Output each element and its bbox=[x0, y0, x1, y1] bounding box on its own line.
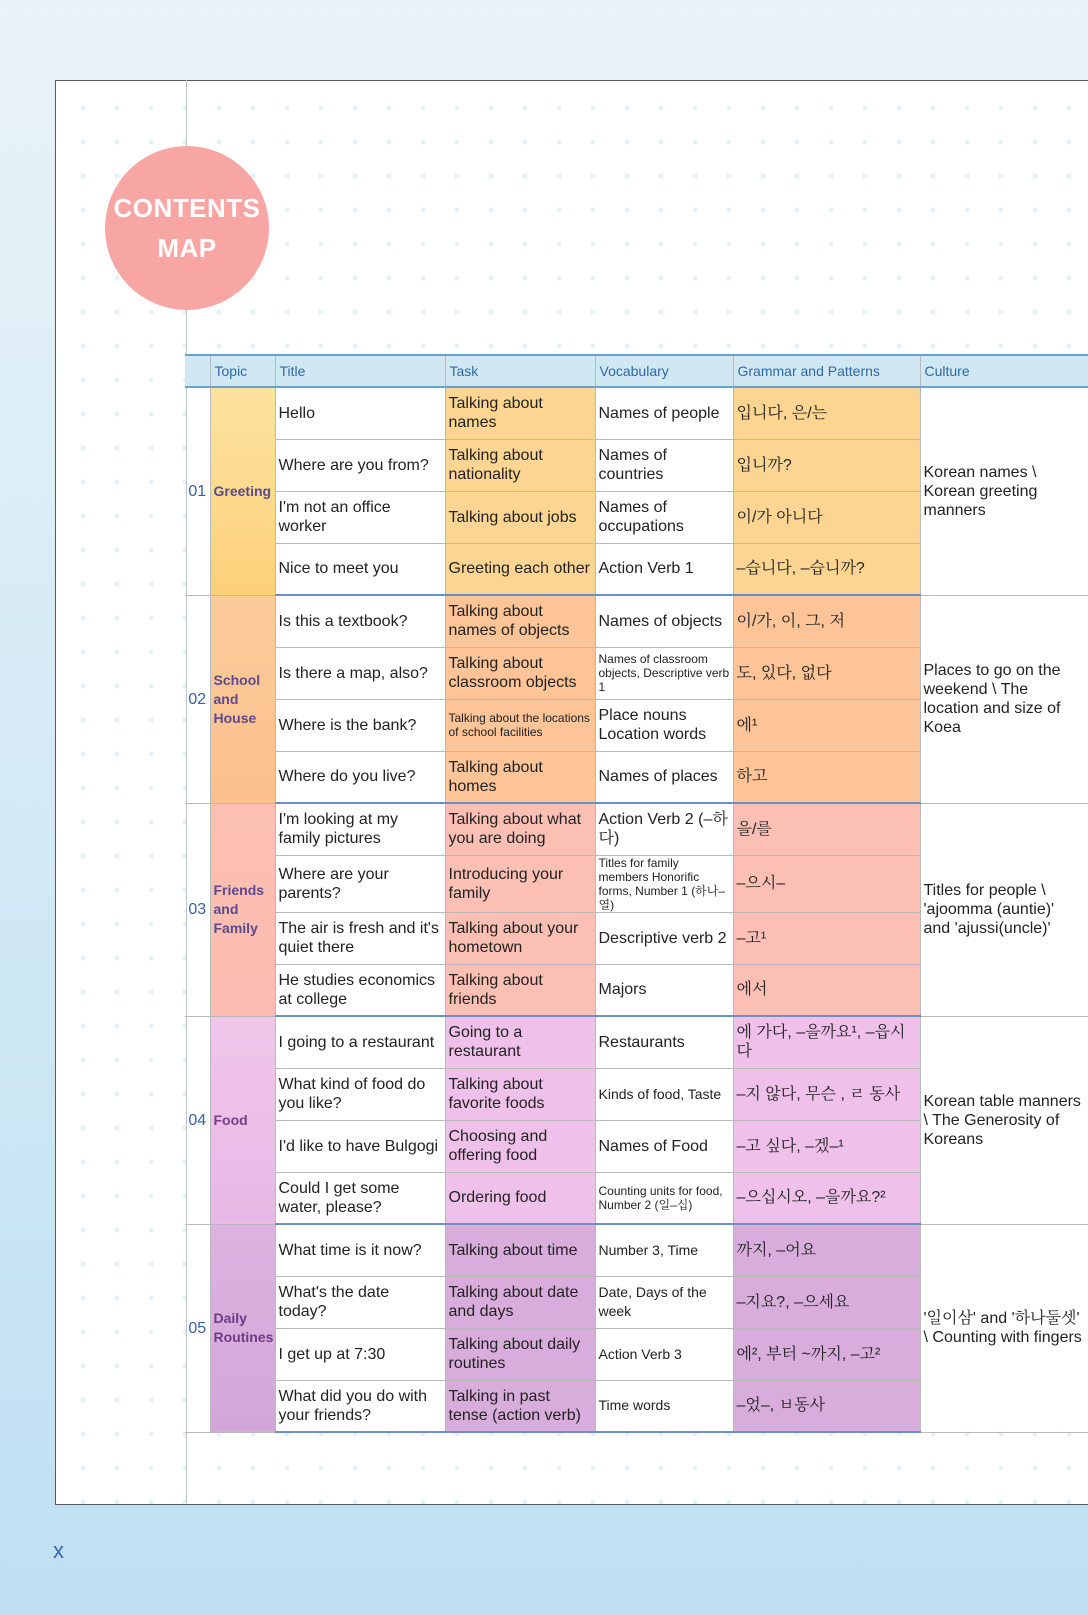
header-title: Title bbox=[275, 355, 445, 387]
lesson-grammar: 을/를 bbox=[733, 803, 920, 855]
lesson-task: Talking about favorite foods bbox=[445, 1068, 595, 1120]
lesson-task: Talking about names of objects bbox=[445, 595, 595, 647]
lesson-row bbox=[185, 595, 1088, 647]
unit-number: 03 bbox=[185, 803, 210, 1016]
lesson-title: Nice to meet you bbox=[275, 543, 445, 595]
lesson-task: Talking about nationality bbox=[445, 439, 595, 491]
lesson-vocabulary: Action Verb 2 (–하다) bbox=[595, 803, 733, 855]
lesson-vocabulary: Restaurants bbox=[595, 1016, 733, 1068]
lesson-vocabulary: Descriptive verb 2 bbox=[595, 912, 733, 964]
lesson-vocabulary: Number 3, Time bbox=[595, 1224, 733, 1276]
lesson-grammar: 에¹ bbox=[733, 699, 920, 751]
lesson-grammar: 에 가다, –을까요¹, –읍시다 bbox=[733, 1016, 920, 1068]
unit-topic: Daily Routines bbox=[210, 1224, 275, 1432]
lesson-vocabulary: Counting units for food, Number 2 (일–십) bbox=[595, 1172, 733, 1224]
lesson-task: Greeting each other bbox=[445, 543, 595, 595]
lesson-vocabulary: Action Verb 3 bbox=[595, 1328, 733, 1380]
lesson-vocabulary: Names of occupations bbox=[595, 491, 733, 543]
badge-line-1: CONTENTS bbox=[113, 193, 261, 223]
lesson-task: Talking about what you are doing bbox=[445, 803, 595, 855]
contents-map-badge bbox=[105, 146, 269, 310]
unit-number: 01 bbox=[185, 387, 210, 595]
lesson-title: The air is fresh and it's quiet there bbox=[275, 912, 445, 964]
lesson-grammar: –고 싶다, –겠–¹ bbox=[733, 1120, 920, 1172]
lesson-task: Talking in past tense (action verb) bbox=[445, 1380, 595, 1432]
page-number: x bbox=[53, 1538, 64, 1563]
lesson-row bbox=[185, 803, 1088, 855]
lesson-grammar: –습니다, –습니까? bbox=[733, 543, 920, 595]
lesson-grammar: 까지, –어요 bbox=[733, 1224, 920, 1276]
lesson-title: Where is the bank? bbox=[275, 699, 445, 751]
lesson-task: Talking about time bbox=[445, 1224, 595, 1276]
lesson-vocabulary: Names of Food bbox=[595, 1120, 733, 1172]
unit-culture: Korean table manners \ The Generosity of Koreans bbox=[920, 1016, 1088, 1224]
lesson-grammar: 하고 bbox=[733, 751, 920, 803]
lesson-vocabulary: Place nouns Location words bbox=[595, 699, 733, 751]
lesson-title: Where are your parents? bbox=[275, 855, 445, 912]
unit-culture: Places to go on the weekend \ The location and size of Koea bbox=[920, 595, 1088, 803]
lesson-title: What's the date today? bbox=[275, 1276, 445, 1328]
lesson-task: Ordering food bbox=[445, 1172, 595, 1224]
lesson-title: I going to a restaurant bbox=[275, 1016, 445, 1068]
lesson-grammar: –지 않다, 무슨 , ㄹ 동사 bbox=[733, 1068, 920, 1120]
lesson-task: Choosing and offering food bbox=[445, 1120, 595, 1172]
lesson-title: Hello bbox=[275, 387, 445, 439]
lesson-title: What did you do with your friends? bbox=[275, 1380, 445, 1432]
lesson-task: Talking about date and days bbox=[445, 1276, 595, 1328]
lesson-title: I'm looking at my family pictures bbox=[275, 803, 445, 855]
unit-culture: '일이삼' and '하나둘셋' \ Counting with fingers bbox=[920, 1224, 1088, 1432]
lesson-title: Is this a textbook? bbox=[275, 595, 445, 647]
lesson-grammar: –으시– bbox=[733, 855, 920, 912]
unit-number: 04 bbox=[185, 1016, 210, 1224]
lesson-grammar: 입니까? bbox=[733, 439, 920, 491]
lesson-vocabulary: Majors bbox=[595, 964, 733, 1016]
unit-04 bbox=[185, 1016, 1088, 1224]
lesson-task: Talking about jobs bbox=[445, 491, 595, 543]
unit-culture: Korean names \ Korean greeting manners bbox=[920, 387, 1088, 595]
lesson-vocabulary: Names of people bbox=[595, 387, 733, 439]
contents-map-table bbox=[185, 354, 1088, 1433]
lesson-title: I'd like to have Bulgogi bbox=[275, 1120, 445, 1172]
lesson-vocabulary: Action Verb 1 bbox=[595, 543, 733, 595]
lesson-task: Talking about daily routines bbox=[445, 1328, 595, 1380]
header-topic: Topic bbox=[210, 355, 275, 387]
header-row bbox=[185, 355, 1088, 387]
unit-05 bbox=[185, 1224, 1088, 1432]
lesson-task: Introducing your family bbox=[445, 855, 595, 912]
header-task: Task bbox=[445, 355, 595, 387]
lesson-title: What kind of food do you like? bbox=[275, 1068, 445, 1120]
lesson-vocabulary: Time words bbox=[595, 1380, 733, 1432]
lesson-vocabulary: Date, Days of the week bbox=[595, 1276, 733, 1328]
lesson-title: Is there a map, also? bbox=[275, 647, 445, 699]
lesson-title: I'm not an office worker bbox=[275, 491, 445, 543]
lesson-vocabulary: Kinds of food, Taste bbox=[595, 1068, 733, 1120]
lesson-task: Talking about the locations of school facilities bbox=[445, 699, 595, 751]
lesson-title: Where are you from? bbox=[275, 439, 445, 491]
lesson-grammar: –고¹ bbox=[733, 912, 920, 964]
lesson-task: Talking about your hometown bbox=[445, 912, 595, 964]
unit-topic: Greeting bbox=[210, 387, 275, 595]
lesson-task: Going to a restaurant bbox=[445, 1016, 595, 1068]
unit-number: 05 bbox=[185, 1224, 210, 1432]
lesson-vocabulary: Names of countries bbox=[595, 439, 733, 491]
lesson-row bbox=[185, 1224, 1088, 1276]
unit-01 bbox=[185, 387, 1088, 595]
unit-02 bbox=[185, 595, 1088, 803]
unit-topic: School and House bbox=[210, 595, 275, 803]
lesson-grammar: –으십시오, –을까요?² bbox=[733, 1172, 920, 1224]
unit-culture: Titles for people \ 'ajoomma (auntie)' and 'ajussi(uncle)' bbox=[920, 803, 1088, 1016]
lesson-grammar: –었–, ㅂ동사 bbox=[733, 1380, 920, 1432]
lesson-grammar: –지요?, –으세요 bbox=[733, 1276, 920, 1328]
lesson-vocabulary: Titles for family members Honorific forms, Number 1 (하나–열) bbox=[595, 855, 733, 912]
lesson-task: Talking about homes bbox=[445, 751, 595, 803]
lesson-grammar: 에서 bbox=[733, 964, 920, 1016]
lesson-title: He studies economics at college bbox=[275, 964, 445, 1016]
lesson-grammar: 에², 부터 ~까지, –고² bbox=[733, 1328, 920, 1380]
badge-line-2: MAP bbox=[157, 233, 217, 263]
lesson-task: Talking about friends bbox=[445, 964, 595, 1016]
lesson-row bbox=[185, 1016, 1088, 1068]
lesson-grammar: 도, 있다, 없다 bbox=[733, 647, 920, 699]
lesson-grammar: 이/가 아니다 bbox=[733, 491, 920, 543]
header-vocabulary: Vocabulary bbox=[595, 355, 733, 387]
unit-number: 02 bbox=[185, 595, 210, 803]
lesson-title: Where do you live? bbox=[275, 751, 445, 803]
lesson-title: Could I get some water, please? bbox=[275, 1172, 445, 1224]
lesson-title: What time is it now? bbox=[275, 1224, 445, 1276]
lesson-vocabulary: Names of objects bbox=[595, 595, 733, 647]
lesson-row bbox=[185, 387, 1088, 439]
lesson-vocabulary: Names of classroom objects, Descriptive verb 1 bbox=[595, 647, 733, 699]
lesson-grammar: 입니다, 은/는 bbox=[733, 387, 920, 439]
unit-03 bbox=[185, 803, 1088, 1016]
header-grammar: Grammar and Patterns bbox=[733, 355, 920, 387]
lesson-task: Talking about classroom objects bbox=[445, 647, 595, 699]
header-culture: Culture bbox=[920, 355, 1088, 387]
lesson-vocabulary: Names of places bbox=[595, 751, 733, 803]
unit-topic: Food bbox=[210, 1016, 275, 1224]
lesson-title: I get up at 7:30 bbox=[275, 1328, 445, 1380]
header-num bbox=[185, 355, 210, 387]
lesson-grammar: 이/가, 이, 그, 저 bbox=[733, 595, 920, 647]
unit-topic: Friends and Family bbox=[210, 803, 275, 1016]
lesson-task: Talking about names bbox=[445, 387, 595, 439]
